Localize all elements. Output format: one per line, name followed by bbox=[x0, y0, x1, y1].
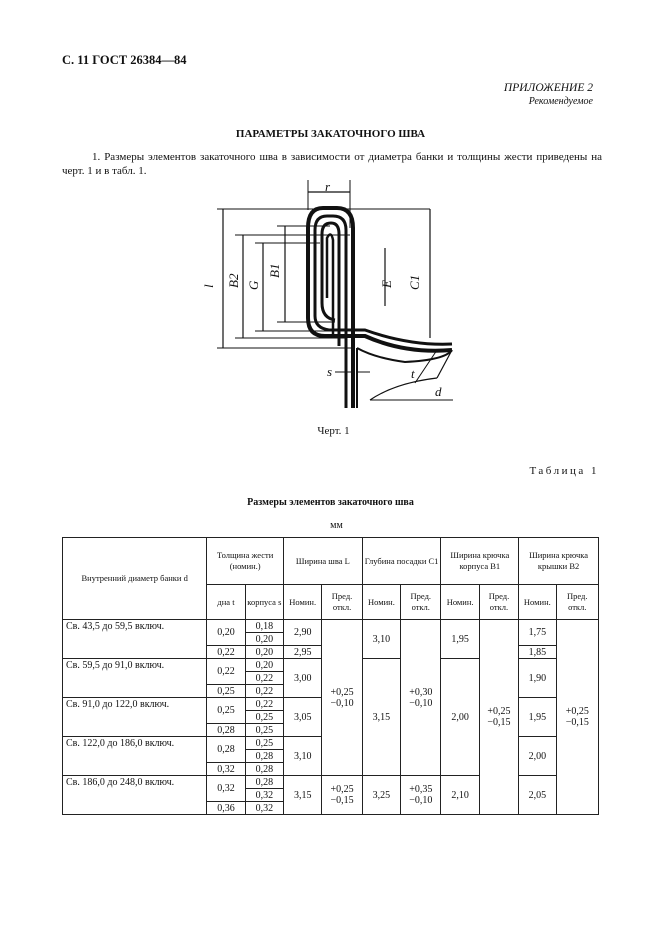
dim-d: d bbox=[435, 384, 442, 399]
s-cell: 0,22 bbox=[245, 672, 283, 685]
s-cell: 0,25 bbox=[245, 711, 283, 724]
col-nom: Номин. bbox=[362, 585, 400, 620]
col-dev: Пред. откл. bbox=[401, 585, 441, 620]
s-cell: 0,32 bbox=[245, 789, 283, 802]
dim-e: E bbox=[379, 280, 394, 288]
col-dev: Пред. откл. bbox=[556, 585, 598, 620]
diameter-cell: Св. 91,0 до 122,0 включ. bbox=[63, 698, 207, 737]
s-cell: 0,20 bbox=[245, 646, 283, 659]
t-cell: 0,22 bbox=[207, 646, 245, 659]
col-nom: Номин. bbox=[441, 585, 479, 620]
section-title: ПАРАМЕТРЫ ЗАКАТОЧНОГО ШВА bbox=[235, 128, 426, 140]
l-dev-cell: +0,25 −0,15 bbox=[322, 776, 362, 815]
b1-cell: 1,95 bbox=[441, 620, 479, 659]
t-cell: 0,25 bbox=[207, 698, 245, 724]
s-cell: 0,25 bbox=[245, 737, 283, 750]
t-cell: 0,20 bbox=[207, 620, 245, 646]
dim-g: G bbox=[246, 280, 261, 290]
table-title: Размеры элементов закаточного шва bbox=[247, 497, 414, 508]
diameter-cell: Св. 59,5 до 91,0 включ. bbox=[63, 659, 207, 698]
b2-cell: 1,85 bbox=[519, 646, 556, 659]
s-cell: 0,20 bbox=[245, 659, 283, 672]
col-body-s: корпуса s bbox=[245, 585, 283, 620]
s-cell: 0,18 bbox=[245, 620, 283, 633]
col-nom: Номин. bbox=[284, 585, 322, 620]
col-nom: Номин. bbox=[519, 585, 556, 620]
appendix-block bbox=[504, 81, 593, 109]
col-depth-c1: Глубина посадки C1 bbox=[362, 538, 441, 585]
diameter-cell: Св. 122,0 до 186,0 включ. bbox=[63, 737, 207, 776]
t-cell: 0,28 bbox=[207, 724, 245, 737]
col-width-l: Ширина шва L bbox=[284, 538, 363, 585]
s-cell: 0,32 bbox=[245, 802, 283, 815]
t-cell: 0,25 bbox=[207, 685, 245, 698]
dim-b2: B2 bbox=[226, 273, 241, 288]
l-cell: 3,05 bbox=[284, 698, 322, 737]
seam-table bbox=[62, 537, 599, 815]
diameter-cell: Св. 186,0 до 248,0 включ. bbox=[63, 776, 207, 815]
intro-paragraph: 1. Размеры элементов закаточного шва в зависимости от диаметра банки и толщины жести приведены на черт. 1 и в табл. 1. bbox=[62, 151, 602, 177]
col-hook-b2: Ширина крючка крышки B2 bbox=[519, 538, 599, 585]
b2-cell: 1,95 bbox=[519, 698, 556, 737]
t-cell: 0,36 bbox=[207, 802, 245, 815]
dim-l: l bbox=[201, 284, 216, 288]
col-bottom-t: дна t bbox=[207, 585, 245, 620]
dim-c1: C1 bbox=[407, 274, 422, 290]
l-cell: 3,10 bbox=[284, 737, 322, 776]
t-cell: 0,32 bbox=[207, 763, 245, 776]
unit-label: мм bbox=[330, 520, 343, 531]
l-dev-cell: +0,25 −0,10 bbox=[322, 620, 362, 776]
b2-cell: 1,90 bbox=[519, 659, 556, 698]
c1-cell: 3,25 bbox=[362, 776, 400, 815]
c1-dev-cell: +0,30 −0,10 bbox=[401, 620, 441, 776]
col-thickness: Толщина жести (номин.) bbox=[207, 538, 284, 585]
s-cell: 0,28 bbox=[245, 763, 283, 776]
s-cell: 0,20 bbox=[245, 633, 283, 646]
c1-cell: 3,10 bbox=[362, 620, 400, 659]
dim-s: s bbox=[327, 364, 333, 379]
figure-caption: Черт. 1 bbox=[317, 425, 350, 437]
page-header: С. 11 ГОСТ 26384—84 bbox=[62, 53, 187, 67]
table-label: Таблица 1 bbox=[529, 465, 599, 477]
b1-dev-cell: +0,25 −0,15 bbox=[479, 620, 518, 815]
dim-r: r bbox=[325, 179, 331, 194]
c1-dev-cell: +0,35 −0,10 bbox=[401, 776, 441, 815]
b1-cell: 2,10 bbox=[441, 776, 479, 815]
s-cell: 0,28 bbox=[245, 776, 283, 789]
l-cell: 3,00 bbox=[284, 659, 322, 698]
b2-cell: 2,05 bbox=[519, 776, 556, 815]
appendix-title: ПРИЛОЖЕНИЕ 2 bbox=[503, 82, 593, 94]
c1-cell: 3,15 bbox=[362, 659, 400, 776]
appendix-status: Рекомендуемое bbox=[528, 96, 593, 107]
diameter-cell: Св. 43,5 до 59,5 включ. bbox=[63, 620, 207, 659]
s-cell: 0,28 bbox=[245, 750, 283, 763]
seam-drawing bbox=[201, 178, 460, 423]
t-cell: 0,32 bbox=[207, 776, 245, 802]
t-cell: 0,22 bbox=[207, 659, 245, 685]
dim-t: t bbox=[411, 366, 415, 381]
t-cell: 0,28 bbox=[207, 737, 245, 763]
l-cell: 2,90 bbox=[284, 620, 322, 646]
s-cell: 0,22 bbox=[245, 698, 283, 711]
b2-dev-cell: +0,25 −0,15 bbox=[556, 620, 598, 815]
l-cell: 2,95 bbox=[284, 646, 322, 659]
dim-b1: B1 bbox=[267, 263, 282, 278]
col-dev: Пред. откл. bbox=[479, 585, 518, 620]
s-cell: 0,22 bbox=[245, 685, 283, 698]
col-hook-b1: Ширина крючка корпуса B1 bbox=[441, 538, 519, 585]
b1-cell: 2,00 bbox=[441, 659, 479, 776]
s-cell: 0,25 bbox=[245, 724, 283, 737]
b2-cell: 2,00 bbox=[519, 737, 556, 776]
col-diameter: Внутренний диаметр банки d bbox=[63, 538, 207, 620]
l-cell: 3,15 bbox=[284, 776, 322, 815]
col-dev: Пред. откл. bbox=[322, 585, 362, 620]
b2-cell: 1,75 bbox=[519, 620, 556, 646]
